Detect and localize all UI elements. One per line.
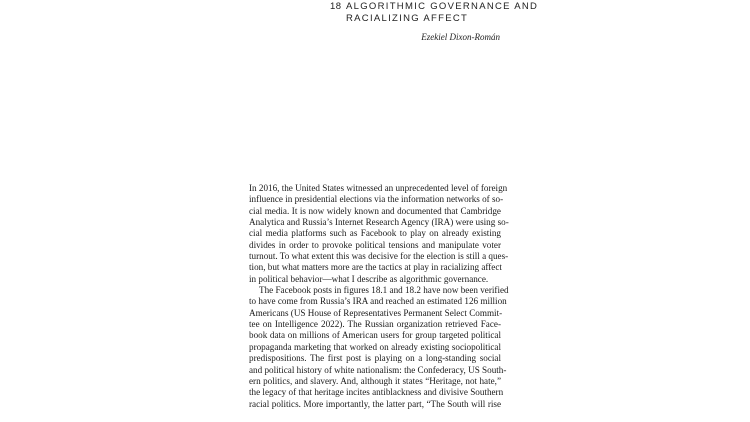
text-line: The Facebook posts in figures 18.1 and 18.2 have now been verified (259, 285, 509, 296)
text-line: influence in presidential elections via the information networks of so- (249, 194, 504, 205)
text-line: predispositions. The first post is playing on a long-standing social (249, 353, 501, 364)
text-line: to have come from Russia’s IRA and reached an estimated 126 million (249, 296, 507, 307)
paragraph-2 (249, 285, 509, 410)
chapter-title-line-2: RACIALIZING AFFECT (346, 13, 469, 24)
paragraph-1 (249, 183, 509, 285)
text-line: In 2016, the United States witnessed an unprecedented level of foreign (249, 183, 508, 193)
chapter-title-line-1: ALGORITHMIC GOVERNANCE AND (346, 1, 539, 12)
author-name: Ezekiel Dixon-Román (421, 32, 500, 42)
text-line: racial politics. More importantly, the latter part, “The South will rise (249, 398, 501, 409)
text-line: Analytica and Russia’s Internet Research Agency (IRA) were using so- (249, 217, 509, 228)
text-line: cial media. It is now widely known and documented that Cambridge (249, 205, 501, 216)
text-line: the legacy of that heritage incites antiblackness and divisive Southern (249, 387, 504, 398)
text-line: in political behavior—what I describe as algorithmic governance. (249, 273, 489, 284)
text-line: and political history of white nationalism: the Confederacy, US South- (249, 364, 507, 375)
text-line: tee on Intelligence 2022). The Russian organization retrieved Face- (249, 319, 501, 330)
text-line: propaganda marketing that worked on already existing sociopolitical (249, 341, 501, 352)
chapter-number: 18 (330, 1, 342, 12)
text-line: tion, but what matters more are the tactics at play in racializing affect (249, 262, 502, 273)
text-line: divides in order to provoke political tensions and manipulate voter (249, 239, 501, 250)
text-line: book data on millions of American users for group targeted political (249, 330, 501, 341)
chapter-header (330, 1, 539, 25)
text-line: ern politics, and slavery. And, although it states “Heritage, not hate,” (249, 375, 501, 386)
text-line: Americans (US House of Representatives Permanent Select Commit- (249, 307, 503, 318)
text-line: turnout. To what extent this was decisive for the election is still a ques- (249, 251, 509, 262)
text-line: cial media platforms such as Facebook to play on already existing (249, 228, 501, 239)
body-text (249, 183, 509, 410)
